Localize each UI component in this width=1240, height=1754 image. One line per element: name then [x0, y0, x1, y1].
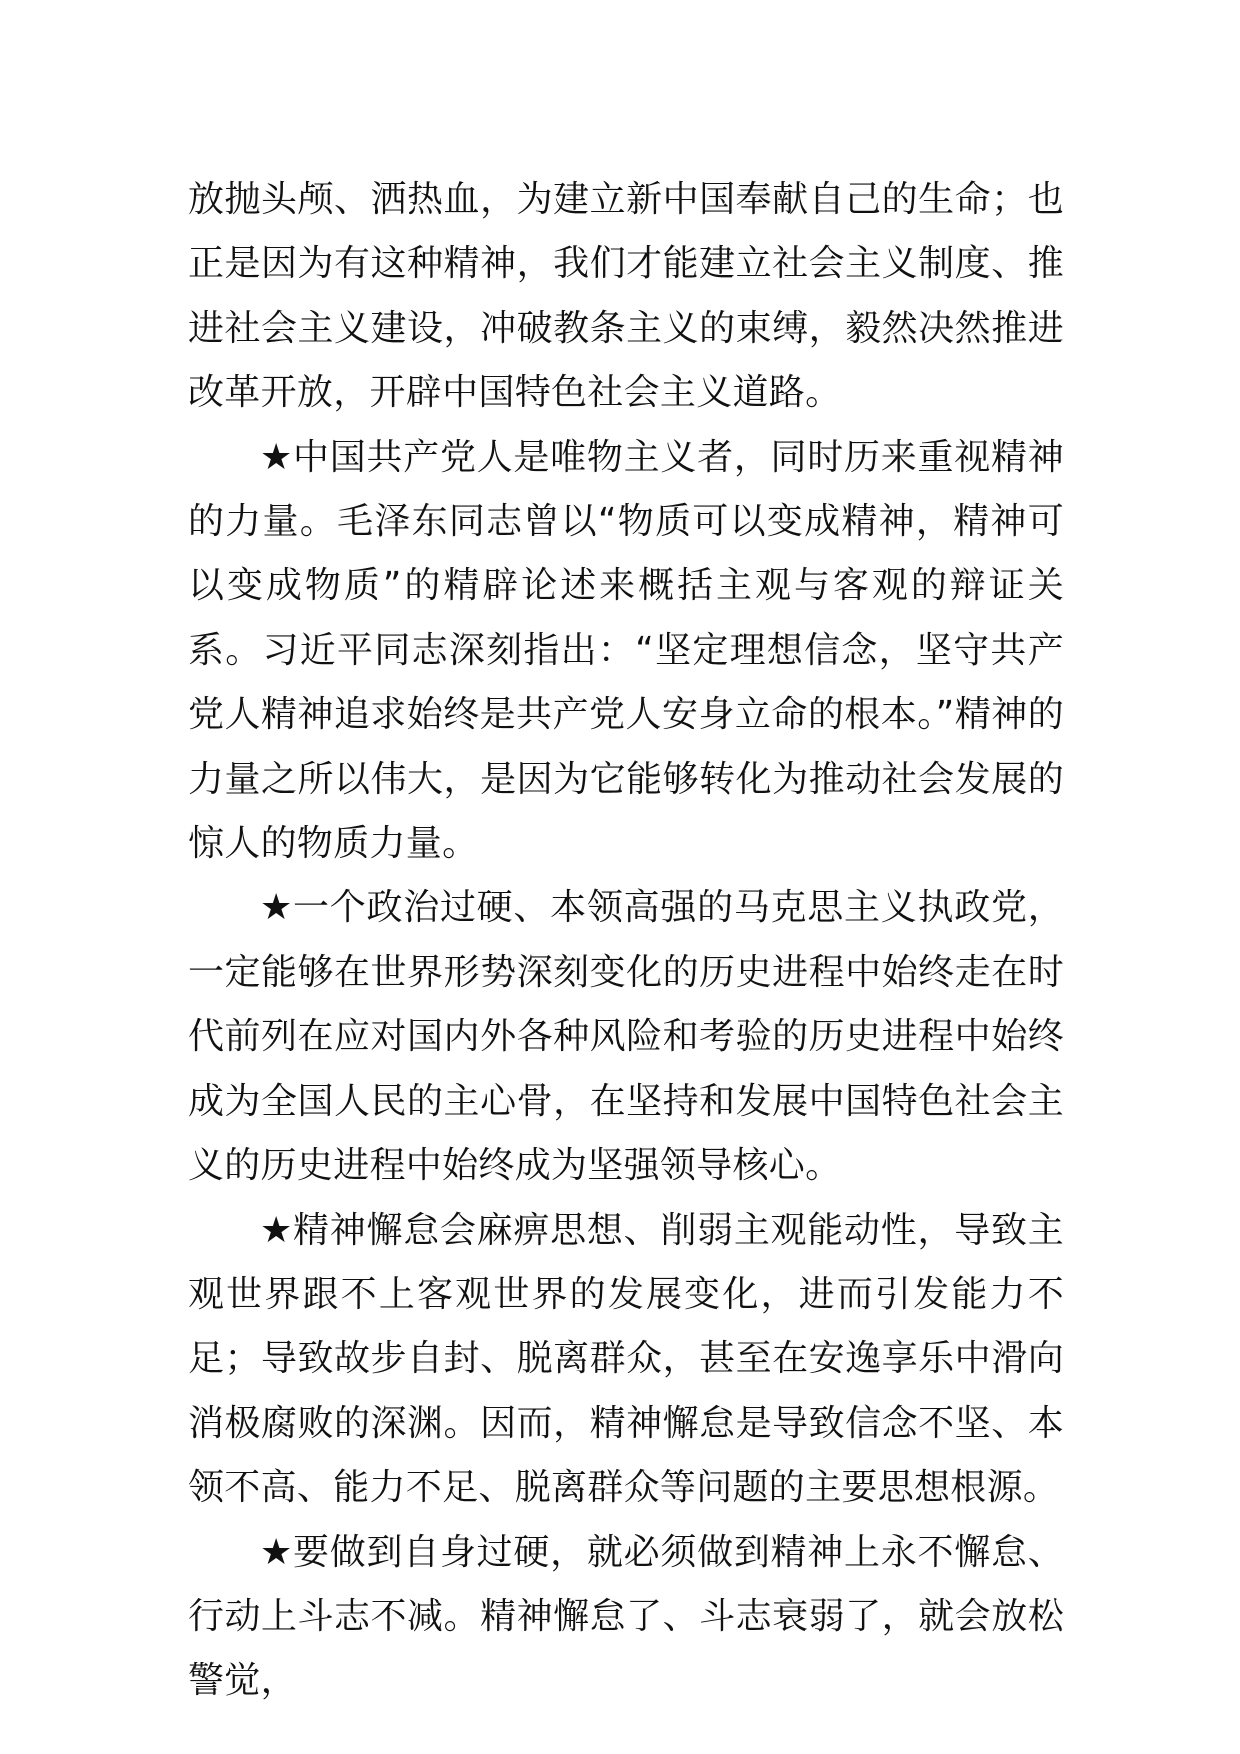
paragraph-2: ★中国共产党人是唯物主义者，同时历来重视精神的力量。毛泽东同志曾以“物质可以变成精神，精神可以变成物质”的精辟论述来概括主观与客观的辩证关系。习近平同志深刻指出：“坚定理想信念，坚守共产党人精神追求始终是共产党人安身立命的根本。”精神的力量之所以伟大，是因为它能够转化为推动社会发展的惊人的物质力量。: [188, 436, 1064, 865]
paragraph-1: 放抛头颅、洒热血，为建立新中国奉献自己的生命；也正是因为有这种精神，我们才能建立社会主义制度、推进社会主义建设，冲破教条主义的束缚，毅然决然推进改革开放，开辟中国特色社会主义道路。: [188, 179, 1064, 414]
body-text: [188, 168, 1064, 1714]
paragraph-3: ★一个政治过硬、本领高强的马克思主义执政党，一定能够在世界形势深刻变化的历史进程中始终走在时代前列在应对国内外各种风险和考验的历史进程中始终成为全国人民的主心骨，在坚持和发展中国特色社会主义的历史进程中始终成为坚强领导核心。: [188, 887, 1064, 1187]
paragraph-4: ★精神懈怠会麻痹思想、削弱主观能动性，导致主观世界跟不上客观世界的发展变化，进而引发能力不足；导致故步自封、脱离群众，甚至在安逸享乐中滑向消极腐败的深渊。因而，精神懈怠是导致信念不坚、本领不高、能力不足、脱离群众等问题的主要思想根源。: [188, 1209, 1064, 1509]
paragraph-5: ★要做到自身过硬，就必须做到精神上永不懈怠、行动上斗志不减。精神懈怠了、斗志衰弱了，就会放松警觉，: [188, 1531, 1064, 1702]
